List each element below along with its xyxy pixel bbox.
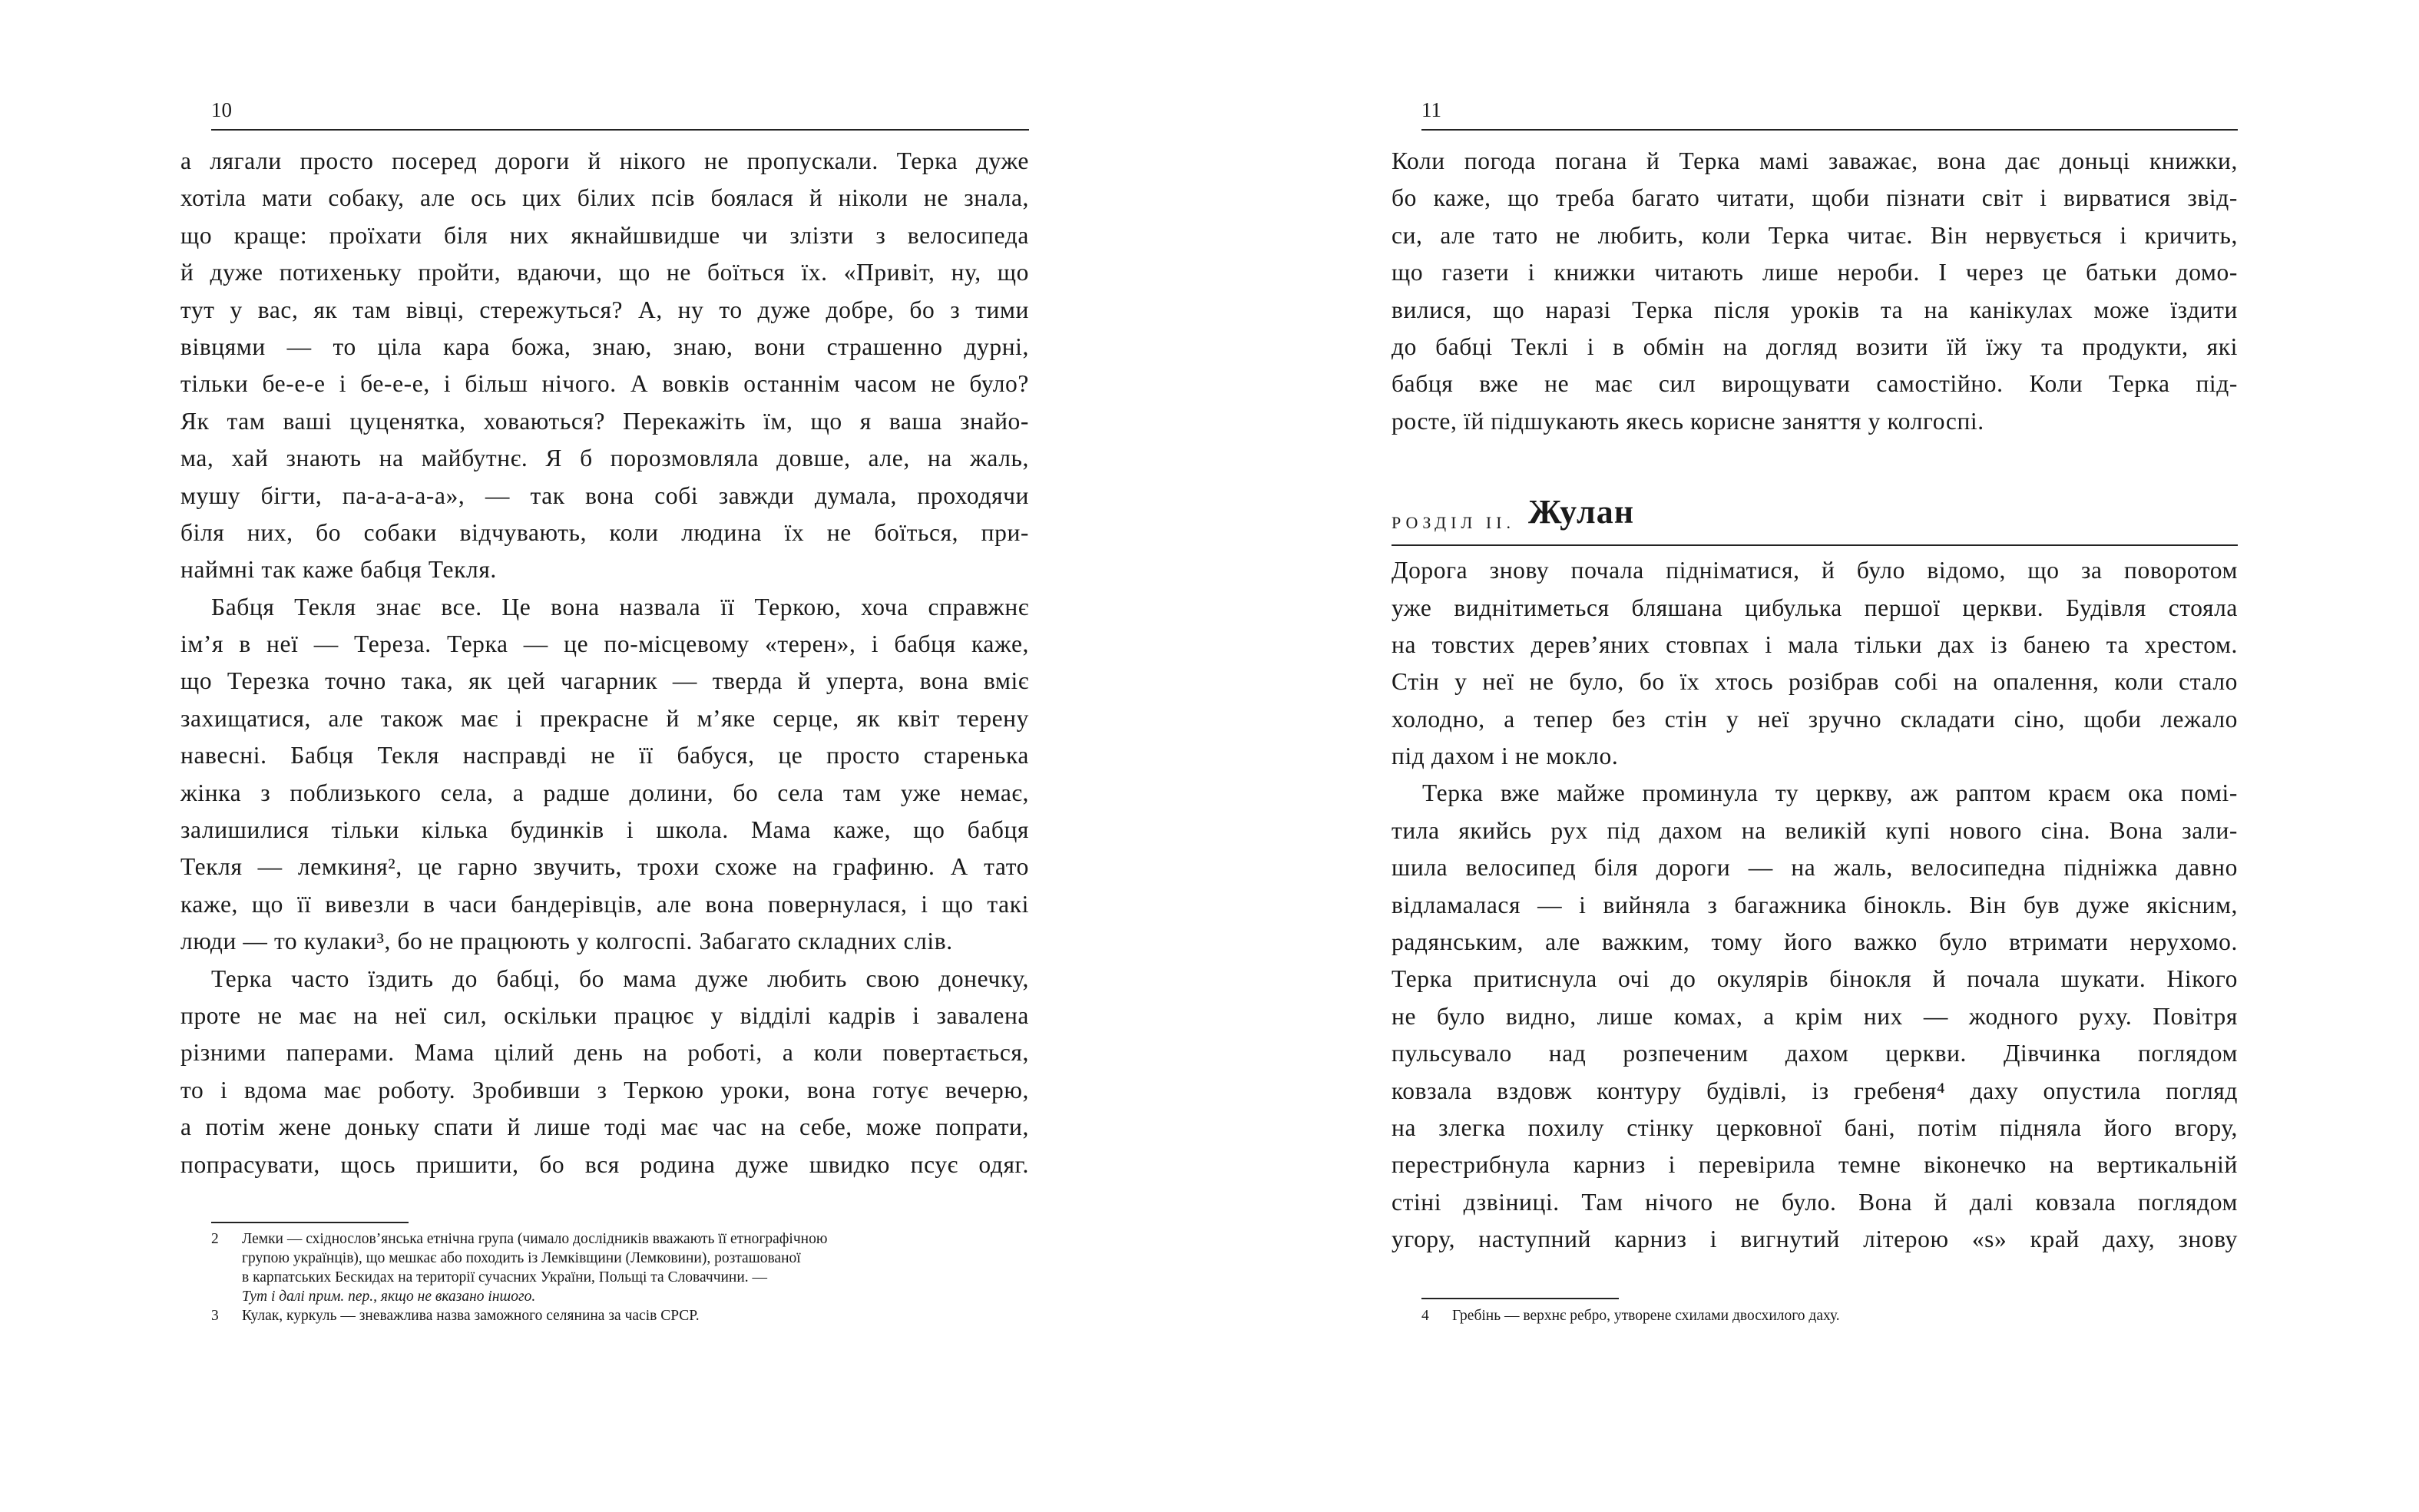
- footnote-line: групою українців), що мешкає або походить із Лемківщини (Лемковини), розташованої: [242, 1250, 801, 1266]
- text-line: холодно, а тепер без стін у неї зручно складати сіно, щоби лежало: [1392, 705, 2238, 733]
- text-line: а лягали просто посеред дороги й нікого не пропускали. Терка дуже: [180, 147, 1029, 174]
- footnotes: [211, 1229, 1056, 1325]
- footnote-italic-line: Тут і далі прим. пер., якщо не вказано іншого.: [242, 1289, 536, 1305]
- text-line: Терка вже майже проминула ту церкву, аж раптом краєм ока помі-: [1422, 779, 2238, 807]
- chapter-heading: [1361, 440, 2238, 552]
- page-number: 11: [1421, 98, 1441, 121]
- text-line: Терка часто їздить до бабці, бо мама дуже любить свою донечку,: [211, 964, 1029, 992]
- text-line: хотіла мати собаку, але ось цих білих псів боялася й ніколи не знала,: [180, 184, 1029, 212]
- text-line: люди — то кулаки³, бо не працюють у колгоспі. Забагато складних слів.: [180, 928, 953, 955]
- footnote: [1421, 1306, 2266, 1325]
- text-line: ковзала вздовж контуру будівлі, із гребеня⁴ даху опустила погляд: [1392, 1077, 2238, 1104]
- text-line: біля них, бо собаки відчувають, коли людина їх не боїться, при-: [180, 518, 1029, 546]
- text-line: різними паперами. Мама цілий день на роботі, а коли повертається,: [180, 1039, 1029, 1067]
- text-line: захищатися, але також має і прекрасне й м’яке серце, як квіт терену: [180, 704, 1029, 732]
- text-line: перестрибнула карниз і перевірила темне віконечко на вертикальній: [1392, 1151, 2238, 1179]
- chapter-label: РОЗДІЛ II.: [1392, 513, 1515, 533]
- text-line: уже виднітиметься бляшана цибулька першої церкви. Будівля стояла: [1392, 594, 2238, 621]
- footnote-number: 3: [211, 1308, 219, 1324]
- text-line: Дорога знову почала підніматися, й було відомо, що за поворотом: [1392, 557, 2238, 584]
- text-line: на злегка похилу стінку церковної бані, потім підняла його вгору,: [1392, 1113, 2238, 1141]
- text-line: то і вдома має роботу. Зробивши з Теркою уроки, вона готує вечерю,: [180, 1076, 1029, 1103]
- footnote-number: 4: [1421, 1308, 1429, 1324]
- text-line: бо каже, що треба багато читати, щоби пізнати світ і вирватися звід-: [1392, 184, 2238, 212]
- text-line: Бабця Текля знає все. Це вона назвала її Теркою, хоча справжнє: [211, 593, 1029, 620]
- text-line: бабця вже не має сил вирощувати самостійно. Коли Терка під-: [1392, 370, 2238, 398]
- paragraph: [180, 143, 1029, 589]
- text-line: вилися, що наразі Терка після уроків та на канікулах може їздити: [1392, 296, 2238, 323]
- paragraph: [180, 589, 1029, 961]
- text-line: мушу бігти, па-а-а-а-а», — так вона собі завжди думала, проходячи: [180, 481, 1029, 509]
- footnote-number: 2: [211, 1231, 219, 1247]
- text-line: тут у вас, як там вівці, стережуться? А, ну то дуже добре, бо з тими: [180, 296, 1029, 323]
- paragraph: [180, 961, 1029, 1183]
- text-line: Стін у неї не було, бо їх хтось розібрав собі на опалення, коли стало: [1392, 668, 2238, 696]
- footnote-line: в карпатських Бескидах на території сучасних України, Польщі та Словаччини. —: [242, 1269, 768, 1285]
- paragraph: [1392, 775, 2238, 1258]
- chapter-title: Жулан: [1528, 493, 1635, 531]
- text-line: а потім жене доньку спати й лише тоді має час на себе, може попрати,: [180, 1113, 1029, 1141]
- text-line: залишилися тільки кілька будинків і школа. Мама каже, що бабця: [180, 816, 1029, 844]
- page-number: 10: [211, 98, 232, 121]
- text-line: проте не має на неї сил, оскільки працює у відділі кадрів і завалена: [180, 1001, 1029, 1029]
- chapter-rule: [1392, 544, 2238, 546]
- text-line: що краще: проїхати біля них якнайшвидше чи злізти з велосипеда: [180, 221, 1029, 249]
- footnote: [211, 1306, 1056, 1325]
- footnotes: [1421, 1306, 2266, 1325]
- text-line: си, але тато не любить, коли Терка читає. Він нервується і кричить,: [1392, 221, 2238, 249]
- text-line: не було видно, лише комах, а крім них — жодного руху. Повітря: [1392, 1002, 2238, 1030]
- header-rule: [1421, 129, 2238, 131]
- text-line: ма, хай знають на майбутнє. Я б порозмовляла довше, але, на жаль,: [180, 445, 1029, 472]
- text-line: до бабці Теклі і в обмін на догляд возити їй їжу та продукти, які: [1392, 333, 2238, 360]
- text-line: Як там ваші цуценятка, ховаються? Перекажіть їм, що я ваша знайо-: [180, 407, 1029, 435]
- text-line: під дахом і не мокло.: [1392, 743, 1619, 770]
- text-line: пульсувало над розпеченим дахом церкви. Дівчинка поглядом: [1392, 1040, 2238, 1067]
- paragraph: [1392, 143, 2238, 440]
- footnote-line: Гребінь — верхнє ребро, утворене схилами двосхилого даху.: [1452, 1308, 1840, 1324]
- footnote-rule: [1421, 1298, 1619, 1299]
- text-line: тільки бе-е-е і бе-е-е, і більш нічого. А вовків останнім часом не було?: [180, 370, 1029, 398]
- text-line: жінка з поблизького села, а радше долини, бо села там уже немає,: [180, 779, 1029, 806]
- header-rule: [211, 129, 1029, 131]
- footnote-line: Кулак, куркуль — зневажлива назва заможного селянина за часів СРСР.: [242, 1308, 700, 1324]
- text-line: росте, їй підшукають якесь корисне заняття у колгоспі.: [1392, 407, 1984, 435]
- text-line: відламалася — і вийняла з багажника бінокль. Він був дуже якісним,: [1392, 891, 2238, 918]
- paragraph: [1392, 552, 2238, 775]
- footnote: [211, 1229, 1056, 1306]
- page-body: [180, 143, 1029, 1183]
- text-line: Терка притиснула очі до окулярів бінокля й почала шукати. Нікого: [1392, 965, 2238, 993]
- text-line: стіні дзвіниці. Там нічого не було. Вона й далі ковзала поглядом: [1392, 1188, 2238, 1216]
- text-line: на товстих дерев’яних стовпах і мала тільки дах із банею та хрестом.: [1392, 630, 2238, 658]
- text-line: вівцями — то ціла кара божа, знаю, знаю, вони страшенно дурні,: [180, 333, 1029, 360]
- text-line: попрасувати, щось пришити, бо вся родина дуже швидко псує одяг.: [180, 1150, 1029, 1178]
- footnote-line: Лемки — східнослов’янська етнічна група (чимало дослідників вважають її етнографічною: [242, 1231, 828, 1247]
- text-line: що газети і книжки читають лише нероби. І через це батьки домо-: [1392, 259, 2238, 286]
- text-line: навесні. Бабця Текля насправді не її бабуся, це просто старенька: [180, 742, 1029, 769]
- text-line: що Терезка точно така, як цей чагарник — тверда й уперта, вона вміє: [180, 667, 1029, 695]
- text-line: угору, наступний карниз і вигнутий літерою «s» край даху, знову: [1392, 1226, 2238, 1253]
- text-line: тила якийсь рух під дахом на великій купі нового сіна. Вона зали-: [1392, 816, 2238, 844]
- page-body: [1392, 143, 2238, 1259]
- text-line: ім’я в неї — Тереза. Терка — це по-місцевому «терен», і бабця каже,: [180, 630, 1029, 658]
- text-line: шила велосипед біля дороги — на жаль, велосипедна підніжка давно: [1392, 854, 2238, 882]
- text-line: наймні так каже бабця Текля.: [180, 556, 497, 584]
- text-line: Коли погода погана й Терка мамі заважає, вона дає доньці книжки,: [1392, 147, 2238, 174]
- text-line: Текля — лемкиня², це гарно звучить, трохи схоже на графиню. А тато: [180, 853, 1029, 881]
- text-line: й дуже потихеньку пройти, вдаючи, що не боїться їх. «Привіт, ну, що: [180, 259, 1029, 286]
- footnote-rule: [211, 1222, 409, 1223]
- text-line: радянським, але важким, тому його важко було втримати нерухомо.: [1392, 928, 2238, 956]
- text-line: каже, що її вивезли в часи бандерівців, але вона повернулася, і що такі: [180, 890, 1029, 918]
